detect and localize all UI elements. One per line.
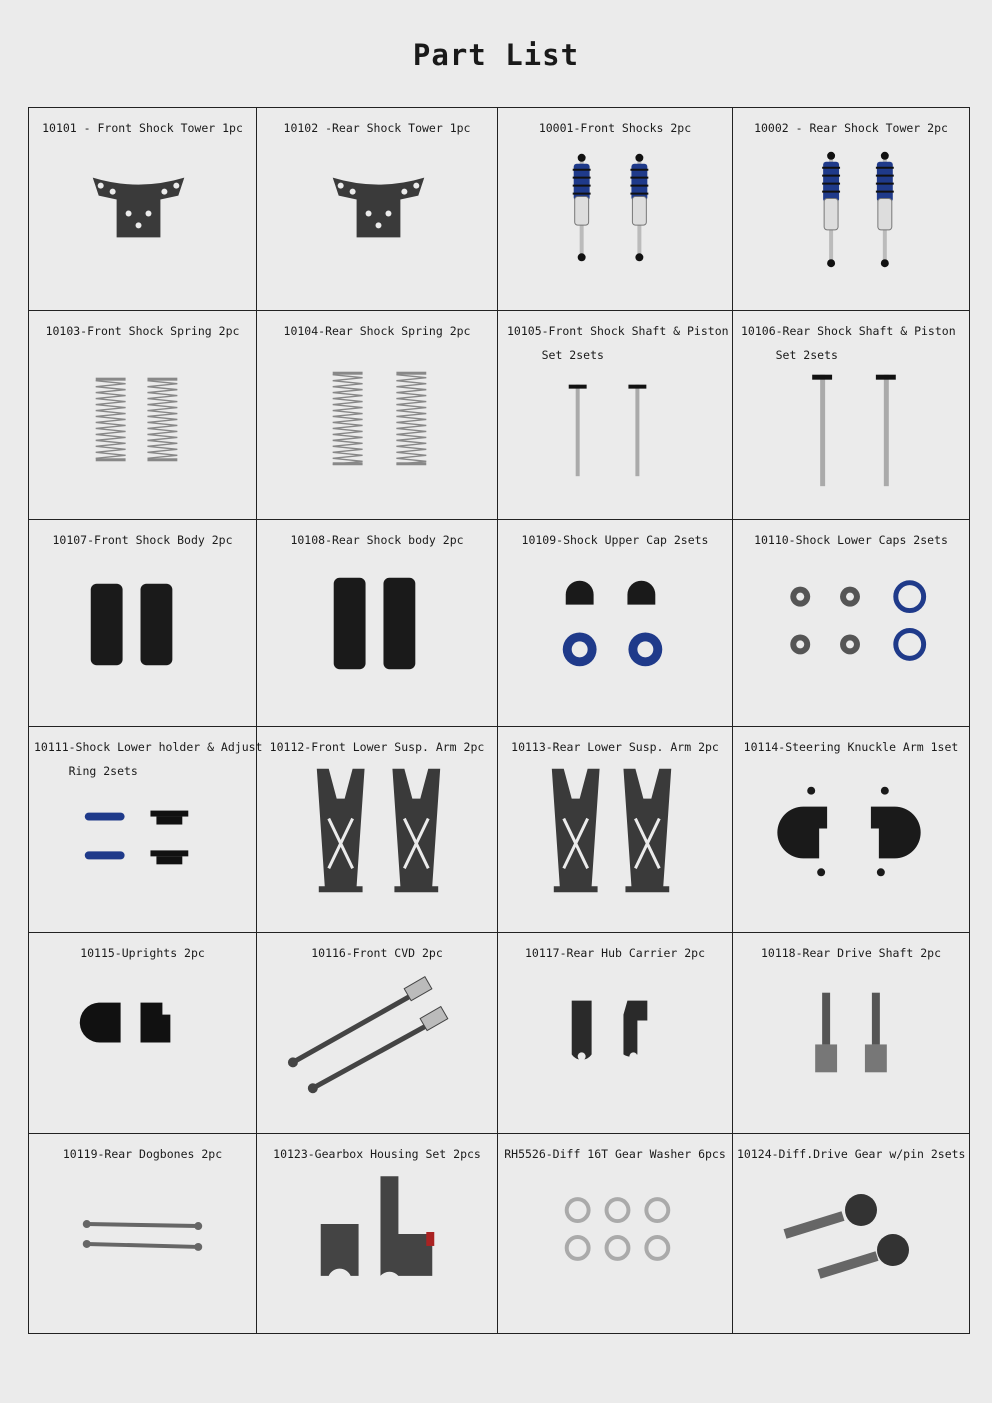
part-cell (257, 520, 498, 727)
page-title: Part List (412, 38, 580, 72)
part-cell (29, 1134, 257, 1334)
part-cell (498, 108, 733, 311)
part-label: 10102 -Rear Shock Tower 1pc (283, 121, 471, 135)
part-cell (257, 311, 498, 520)
part-cell (733, 1134, 969, 1334)
part-label: 10109-Shock Upper Cap 2sets (521, 533, 709, 547)
part-cell (498, 933, 733, 1134)
part-cell (29, 311, 257, 520)
part-label: 10112-Front Lower Susp. Arm 2pc (269, 740, 485, 754)
part-cell (733, 311, 969, 520)
part-label: 10113-Rear Lower Susp. Arm 2pc (511, 740, 719, 754)
part-cell (498, 1134, 733, 1334)
part-cell (29, 727, 263, 933)
part-label: 10001-Front Shocks 2pc (538, 121, 692, 135)
part-label: 10107-Front Shock Body 2pc (52, 533, 233, 547)
part-label: 10123-Gearbox Housing Set 2pcs (273, 1147, 481, 1161)
part-label: 10115-Uprights 2pc (80, 946, 205, 960)
part-label: 10101 - Front Shock Tower 1pc (42, 121, 243, 135)
part-label: 10111-Shock Lower holder & Adjust Ring 2sets (34, 740, 263, 778)
part-cell (498, 311, 733, 520)
part-cell (29, 520, 257, 727)
part-label: 10117-Rear Hub Carrier 2pc (524, 946, 705, 960)
part-label: 10119-Rear Dogbones 2pc (62, 1147, 223, 1161)
part-cell (498, 727, 733, 933)
part-grid (28, 107, 970, 1334)
part-label: RH5526-Diff 16T Gear Washer 6pcs (504, 1147, 726, 1161)
part-label: 10124-Diff.Drive Gear w/pin 2sets (737, 1147, 966, 1161)
part-cell (498, 520, 733, 727)
part-label: 10108-Rear Shock body 2pc (290, 533, 464, 547)
part-cell (733, 933, 969, 1134)
part-cell (29, 933, 257, 1134)
part-label: 10002 - Rear Shock Tower 2pc (754, 121, 948, 135)
part-cell (257, 1134, 498, 1334)
part-cell (257, 933, 498, 1134)
part-label: 10103-Front Shock Spring 2pc (45, 324, 240, 338)
part-label: 10114-Steering Knuckle Arm 1set (743, 740, 959, 754)
part-label: 10105-Front Shock Shaft & Piston Set 2sets (507, 324, 729, 362)
part-label: 10116-Front CVD 2pc (311, 946, 443, 960)
part-cell (29, 108, 257, 311)
part-label: 10104-Rear Shock Spring 2pc (283, 324, 471, 338)
part-cell (733, 108, 969, 311)
part-cell (733, 727, 969, 933)
part-label: 10118-Rear Drive Shaft 2pc (760, 946, 941, 960)
part-cell (257, 727, 498, 933)
part-label: 10110-Shock Lower Caps 2sets (754, 533, 948, 547)
part-label: 10106-Rear Shock Shaft & Piston Set 2sets (741, 324, 956, 362)
part-cell (733, 520, 969, 727)
part-cell (257, 108, 498, 311)
